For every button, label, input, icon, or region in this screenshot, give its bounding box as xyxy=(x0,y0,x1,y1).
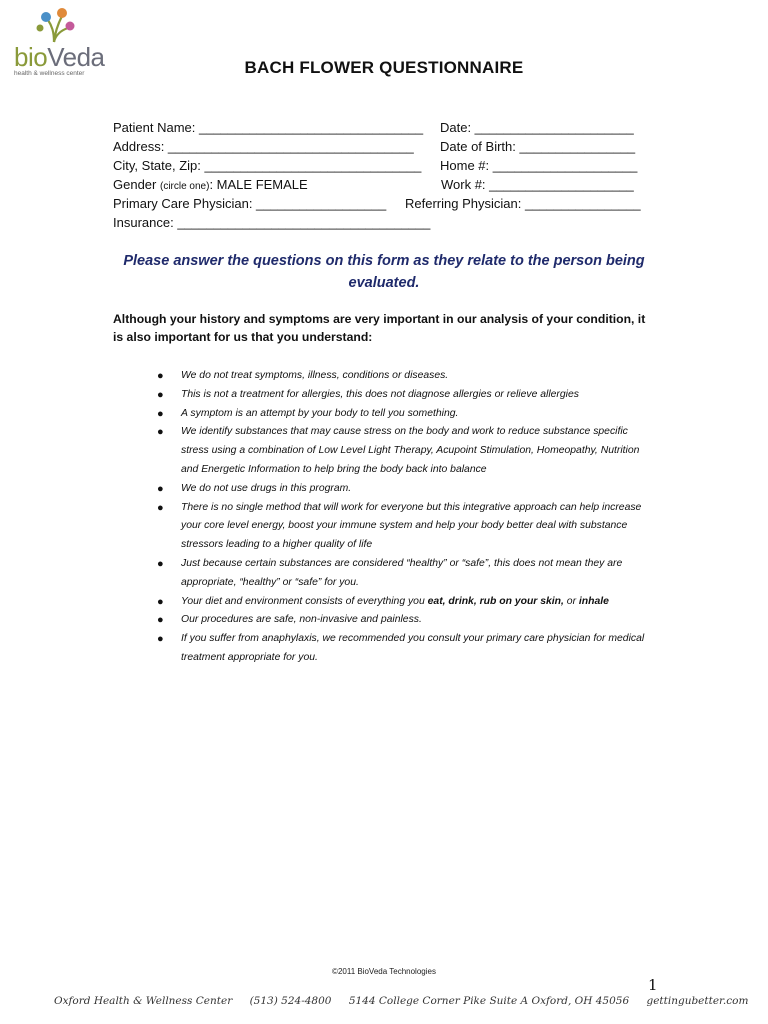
list-item: ● We identify substances that may cause stress on the body and work to reduce substance specific stress using a combination of Low Level Light Therapy, Acupoint Stimulation, Homeopathy, Nutrition and Energetic Information to help bring the body back into balance xyxy=(157,423,657,479)
footer xyxy=(54,995,749,1007)
list-item: ● Your diet and environment consists of everything you eat, drink, rub on your skin, or inhale xyxy=(157,593,657,612)
bullet-icon: ● xyxy=(157,388,164,401)
footer-org: Oxford Health & Wellness Center xyxy=(54,995,233,1007)
list-item: ● We do not use drugs in this program. xyxy=(157,480,657,499)
bullet-icon: ● xyxy=(157,370,164,382)
home-phone-field[interactable]: Home #: ____________________ xyxy=(440,158,638,173)
page-number: 1 xyxy=(648,976,658,994)
patient-info-form xyxy=(113,118,658,232)
copyright-text: ©2011 BioVeda Technologies xyxy=(332,967,436,976)
bullet-icon: ● xyxy=(157,501,164,514)
list-item: ● This is not a treatment for allergies, this does not diagnose allergies or relieve allergies xyxy=(157,386,657,405)
address-field[interactable]: Address: __________________________________ xyxy=(113,139,414,154)
bullet-icon: ● xyxy=(157,426,164,439)
gender-field[interactable]: Gender (circle one): MALE FEMALE xyxy=(113,177,308,192)
list-item: ● A symptom is an attempt by your body to tell you something. xyxy=(157,405,657,424)
bullet-icon: ● xyxy=(157,614,164,627)
city-state-zip-field[interactable]: City, State, Zip: ______________________________ xyxy=(113,158,422,173)
bullet-icon: ● xyxy=(157,557,164,570)
bullet-icon: ● xyxy=(157,633,164,646)
insurance-field[interactable]: Insurance: ___________________________________ xyxy=(113,215,431,230)
tree-icon xyxy=(12,4,108,44)
instruction-text: Please answer the questions on this form as they relate to the person being evaluated. xyxy=(123,253,645,291)
footer-website[interactable]: gettingubetter.com xyxy=(646,995,749,1007)
logo-wordmark: bioVeda xyxy=(14,42,105,72)
dob-field[interactable]: Date of Birth: ________________ xyxy=(440,139,636,154)
bullet-icon: ● xyxy=(157,595,164,608)
list-item: ● Just because certain substances are considered “healthy” or “safe”, this does not mean they are appropriate, “healthy” or “safe” for you. xyxy=(157,555,657,593)
referring-physician-field[interactable]: Referring Physician: ________________ xyxy=(405,196,641,211)
list-item: ● Our procedures are safe, non-invasive and painless. xyxy=(157,611,657,630)
list-item: ● If you suffer from anaphylaxis, we recommended you consult your primary care physician for medical treatment appropriate for you. xyxy=(157,630,657,668)
work-phone-field[interactable]: Work #: ____________________ xyxy=(441,177,634,192)
footer-phone: (513) 524-4800 xyxy=(249,995,332,1007)
footer-address: 5144 College Corner Pike Suite A Oxford, OH 45056 xyxy=(348,995,630,1007)
page-title: BACH FLOWER QUESTIONNAIRE xyxy=(244,58,524,77)
bullet-icon: ● xyxy=(157,482,164,495)
date-field[interactable]: Date: ______________________ xyxy=(440,120,634,135)
list-item: ● We do not treat symptoms, illness, conditions or diseases. xyxy=(157,367,657,386)
primary-care-physician-field[interactable]: Primary Care Physician: __________________ xyxy=(113,196,387,211)
intro-paragraph: Although your history and symptoms are very important in our analysis of your condition, it is also important for us that you understand: xyxy=(113,312,646,344)
logo-subtitle: health & wellness center xyxy=(14,70,85,77)
bullet-list xyxy=(157,367,657,668)
patient-name-field[interactable]: Patient Name: _______________________________ xyxy=(113,120,424,135)
bullet-icon: ● xyxy=(157,407,164,420)
list-item: ● There is no single method that will work for everyone but this integrative approach can help increase your core level energy, boost your immune system and help your body better deal with substance stressors leading to a higher quality of life xyxy=(157,499,657,555)
